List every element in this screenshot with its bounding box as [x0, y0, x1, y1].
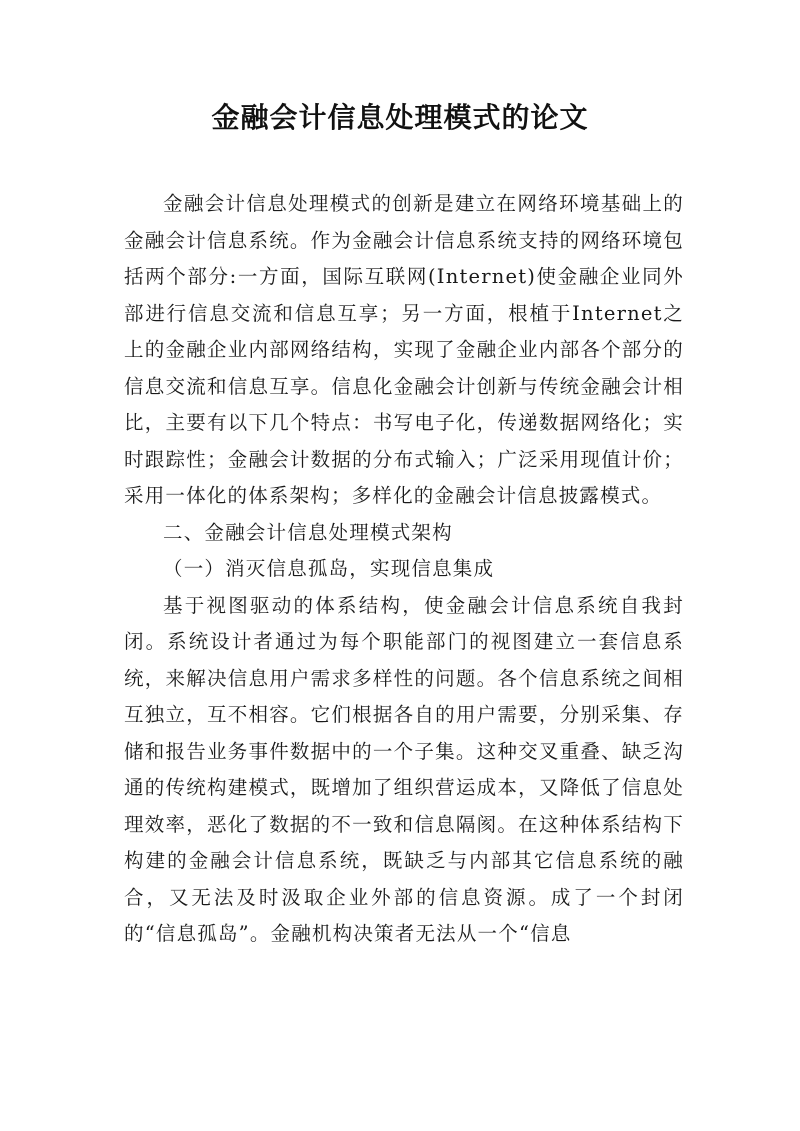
section-heading: 二、金融会计信息处理模式架构 — [163, 520, 453, 544]
document-body — [124, 186, 684, 953]
body-paragraph-1: 金融会计信息处理模式的创新是建立在网络环境基础上的金融会计信息系统。作为金融会计信息系统支持的网络环境包括两个部分:一方面，国际互联网(Internet)使金融企业同外部进行信息交流和信息互享；另一方面，根植于Internet之上的金融企业内部网络结构，实现了金融企业内部各个部分的信息交流和信息互享。信息化金融会计创新与传统金融会计相比，主要有以下几个特点：书写电子化，传递数据网络化；实时跟踪性；金融会计数据的分布式输入；广泛采用现值计价；采用一体化的体系架构；多样化的金融会计信息披露模式。 — [124, 192, 684, 507]
document-title: 金融会计信息处理模式的论文 — [211, 101, 589, 134]
body-paragraph-2: 基于视图驱动的体系结构，使金融会计信息系统自我封闭。系统设计者通过为每个职能部门的视图建立一套信息系统，来解决信息用户需求多样性的问题。各个信息系统之间相互独立，互不相容。它们根据各自的用户需要，分别采集、存储和报告业务事件数据中的一个子集。这种交叉重叠、缺乏沟通的传统构建模式，既增加了组织营运成本，又降低了信息处理效率，恶化了数据的不一致和信息隔阂。在这种体系结构下构建的金融会计信息系统，既缺乏与内部其它信息系统的融合，又无法及时汲取企业外部的信息资源。成了一个封闭的“信息孤岛”。金融机构决策者无法从一个“信息 — [124, 593, 684, 945]
subsection-heading: （一）消灭信息孤岛，实现信息集成 — [163, 557, 495, 580]
